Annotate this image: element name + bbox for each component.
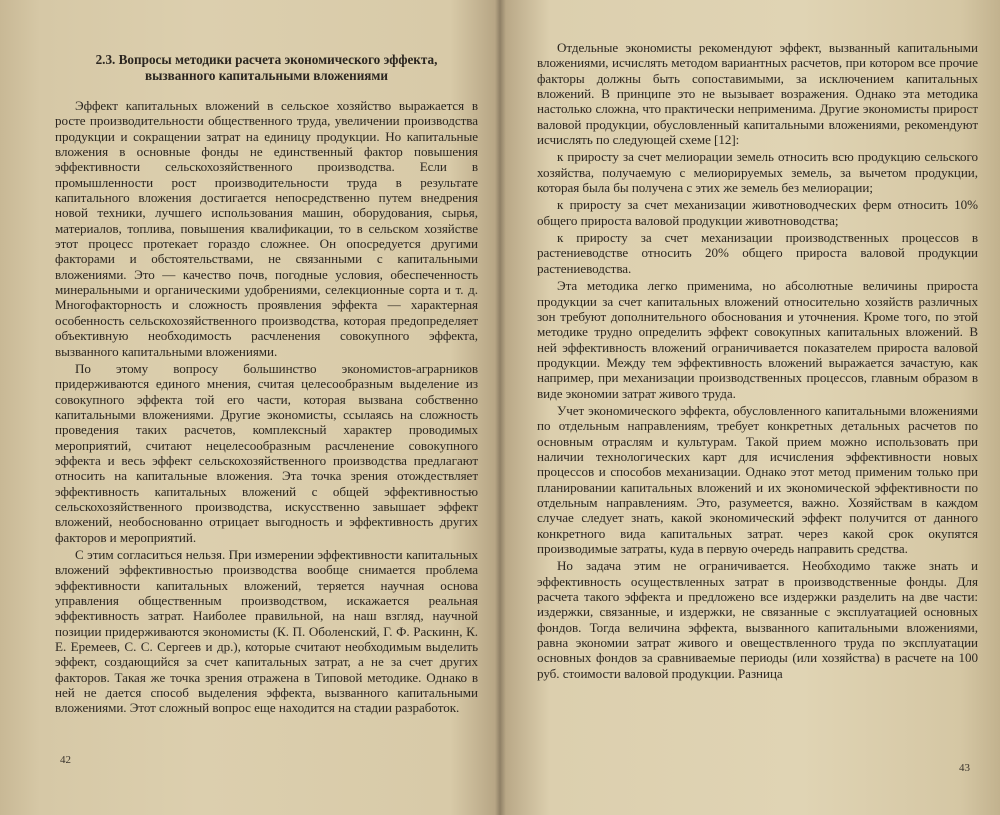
paragraph: Эта методика легко применима, но абсолютные величины прироста продукции за счет капитальных вложений относительно хозяйств различных зон требуют дополнительного обоснования и уточнения. Кроме того, по этой методике трудно определить эффект совокупных капитальных вложений. В ней эффективность вложений ограничивается показателем прироста валовой продукции. Между тем эффективность вложений выражается зачастую, как например, при механизации производственных процессов, главным образом в виде экономии затрат живого труда. <box>537 278 978 401</box>
section-heading: 2.3. Вопросы методики расчета экономического эффекта, вызванного капитальными вложениями <box>95 52 438 83</box>
page-number: 43 <box>959 762 970 774</box>
list-item: к приросту за счет механизации производственных процессов в растениеводстве относить 20% общего прироста валовой продукции растениеводства. <box>537 230 978 276</box>
paragraph: Но задача этим не ограничивается. Необходимо также знать и эффективность осуществленных затрат в производственные фонды. Для расчета такого эффекта и предложено все издержки разделить на две части: издержки, связанные, и издержки, не связанные с эксплуатацией основных фондов. Тогда величина эффекта, вызванного капитальными вложениями, равна экономии затрат живого и овеществленного труда по эксплуатации основных фондов за сравниваемые периоды (или хозяйства) в расчете на 100 руб. стоимости валовой продукции. Разница <box>537 558 978 681</box>
paragraph: По этому вопросу большинство экономистов-аграрников придерживаются единого мнения, считая целесообразным выделение из совокупного эффекта той его части, которая вызвана собственно капитальными вложениями. Другие экономисты, ссылаясь на сложность проведения таких расчетов, комплексный характер проводимых мероприятий, считают нецелесообразным расчленение совокупного эффекта и весь эффект сельскохозяйственного производства предлагают относить на капитальные вложения. Эта точка зрения отождествляет эффективность капитальных вложений с общей эффективностью сельскохозяйственного производства, искусственно завышает эффект вложений, необоснованно отрицает выгодность и эффективность других факторов и мероприятий. <box>55 360 478 545</box>
paragraph: Эффект капитальных вложений в сельское хозяйство выражается в росте производительности общественного труда, увеличении производства продукции и сокращении затрат на единицу продукции. Но капитальные вложения в основные фонды не единственный фактор повышения эффективности сельскохозяйственного производства. Если в промышленности рост производительности труда в результате капитального вложения достигается непосредственно путем внедрения новой техники, лучшего использования машин, оборудования, сырья, материалов, топлива, повышения квалификации, то в сельском хозяйстве этот процесс протекает гораздо сложнее. Он опосредуется другими факторами и обстоятельствами, не связанными с капитальными вложениями. Это — качество почв, погодные условия, обеспеченность минеральными и органическими удобрениями, селекционные сорта и т. д. Многофакторность и сложность проявления эффекта — характерная особенность сельскохозяйственного производства, которая предопределяет объективную необходимость расчленения совокупного эффекта, вызванного капитальными вложениями. <box>55 98 478 359</box>
paragraph: Отдельные экономисты рекомендуют эффект, вызванный капитальными вложениями, исчислять методом вариантных расчетов, при котором все прочие факторы должны быть сопоставимыми, за исключением капитальных вложений. В принципе это не вызывает возражения. Однако эта методика настолько сложна, что практически неприменима. Другие экономисты прирост валовой продукции, обусловленный капитальными вложениями, рекомендуют исчислять по следующей схеме [12]: <box>537 40 978 148</box>
list-item: к приросту за счет мелиорации земель относить всю продукцию сельского хозяйства, получаемую с мелиорируемых земель, за вычетом продукции, которая была бы получена с этих же земель без мелиорации; <box>537 149 978 196</box>
page-number: 42 <box>60 754 71 766</box>
paragraph: С этим согласиться нельзя. При измерении эффективности капитальных вложений эффективностью производства вообще снимается проблема эффективности капитальных вложений, теряется научная основа управления общественным производством, искажается реальная эффективность затрат. Наиболее правильной, на наш взгляд, научной позиции придерживаются экономисты (К. П. Оболенский, Г. Ф. Раскинн, К. Е. Еремеев, С. С. Сергеев и др.), которые считают необходимым выделить эффект, создающийся за счет капитальных затрат, а не за счет других факторов. Такая же точка зрения отражена в Типовой методике. Однако в ней не дается способ выделения эффекта, вызванного капитальными вложениями. Этот сложный вопрос еще находится на стадии разработок. <box>55 546 478 716</box>
right-page <box>505 0 1000 815</box>
list-item: к приросту за счет механизации животноводческих ферм относить 10% общего прироста валовой продукции животноводства; <box>537 197 978 228</box>
paragraph: Учет экономического эффекта, обусловленного капитальными вложениями по отдельным направлениям, требует конкретных детальных расчетов по основным отраслям и культурам. Такой прием можно использовать при наличии технологических карт для исчисления эффективности новых процессов и способов механизации. Однако этот метод применим только при планировании капитальных вложений и их экономической эффективности по отдельным направлениям. Это, разумеется, важно. Хозяйствам в каждом случае следует знать, какой экономический эффект получится от данного конкретного вида капитальных затрат. через какой срок окупятся производимые затраты, куда в первую очередь направить средства. <box>537 402 978 556</box>
